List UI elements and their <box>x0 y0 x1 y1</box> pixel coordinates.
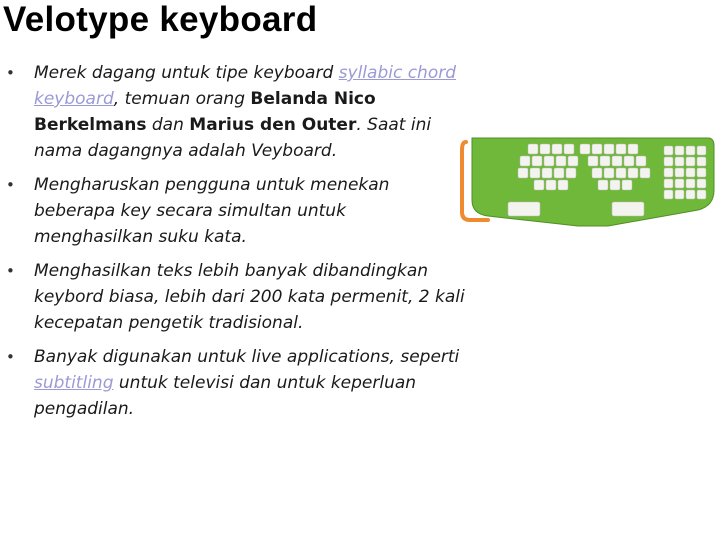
bullet-text: Merek dagang untuk tipe keyboard <box>34 63 339 83</box>
keyboard-key <box>616 144 626 154</box>
keypad-key <box>697 179 706 188</box>
keyboard-key <box>530 168 540 178</box>
keyboard-key <box>552 144 562 154</box>
keyboard-key <box>610 180 620 190</box>
keypad-key <box>675 157 684 166</box>
keypad-key <box>664 190 673 199</box>
keyboard-key <box>568 156 578 166</box>
keyboard-key <box>540 144 550 154</box>
keypad-key <box>675 190 684 199</box>
bullet-marker: • <box>6 262 15 280</box>
keyboard-key <box>640 168 650 178</box>
keypad-key <box>686 146 695 155</box>
bullet-text: untuk televisi dan untuk keperluan pengadilan. <box>34 373 417 419</box>
keyboard-key <box>636 156 646 166</box>
keypad-key <box>664 146 673 155</box>
keyboard-key <box>564 144 574 154</box>
bullet-list <box>0 60 470 430</box>
keyboard-key <box>628 144 638 154</box>
bullet-text: Mengharuskan pengguna untuk menekan beberapa key secara simultan untuk menghasilkan suku kata. <box>34 175 390 247</box>
bullet-text: dan <box>146 115 190 135</box>
keypad-key <box>686 179 695 188</box>
keyboard-key <box>544 156 554 166</box>
keypad-key <box>697 146 706 155</box>
keypad-key <box>664 168 673 177</box>
keyboard-key <box>546 180 556 190</box>
keyboard-key <box>588 156 598 166</box>
bold-name: Belanda Nico Berkelmans <box>34 89 376 135</box>
bullet-item <box>0 258 470 336</box>
keyboard-key <box>520 156 530 166</box>
bullet-text: Menghasilkan teks lebih banyak dibandingkan keybord biasa, lebih dari 200 kata permenit, 2 kali kecepatan pengetik tradisional. <box>34 261 465 333</box>
velotype-keyboard-image <box>458 120 716 230</box>
bullet-item <box>0 60 470 164</box>
keyboard-key <box>628 168 638 178</box>
keypad-key <box>686 190 695 199</box>
keyboard-key <box>624 156 634 166</box>
keyboard-key <box>604 168 614 178</box>
keyboard-key <box>558 180 568 190</box>
hyperlink[interactable]: subtitling <box>34 373 114 393</box>
keyboard-key <box>542 168 552 178</box>
bold-name: Marius den Outer <box>189 115 357 135</box>
keypad-key <box>675 168 684 177</box>
slide-title: Velotype keyboard <box>3 0 318 39</box>
keyboard-key <box>532 156 542 166</box>
keyboard-key <box>600 156 610 166</box>
keyboard-key <box>554 168 564 178</box>
keypad-key <box>686 157 695 166</box>
keypad-key <box>697 190 706 199</box>
keypad-key <box>664 157 673 166</box>
keypad-key <box>697 157 706 166</box>
keyboard-key <box>622 180 632 190</box>
keyboard-key <box>616 168 626 178</box>
keyboard-key <box>598 180 608 190</box>
keypad-key <box>675 146 684 155</box>
keypad-key <box>697 168 706 177</box>
keyboard-key <box>518 168 528 178</box>
keyboard-key <box>604 144 614 154</box>
keyboard-key <box>528 144 538 154</box>
keyboard-key <box>612 156 622 166</box>
bullet-marker: • <box>6 348 15 366</box>
keypad-key <box>675 179 684 188</box>
keyboard-key <box>592 144 602 154</box>
bullet-item <box>0 344 470 422</box>
keypad-key <box>686 168 695 177</box>
hyperlink[interactable]: syllabic chord keyboard <box>34 63 457 109</box>
bullet-text: , temuan orang <box>113 89 251 109</box>
keyboard-key <box>556 156 566 166</box>
keyboard-key <box>534 180 544 190</box>
keyboard-key <box>580 144 590 154</box>
keyboard-key <box>566 168 576 178</box>
bullet-text: . Saat ini nama dagangnya adalah Veyboard. <box>34 115 432 161</box>
bullet-text: Banyak digunakan untuk live applications, seperti <box>34 347 460 367</box>
bullet-marker: • <box>6 176 15 194</box>
keypad-key <box>664 179 673 188</box>
bullet-item <box>0 172 470 250</box>
bullet-marker: • <box>6 64 15 82</box>
keyboard-key <box>592 168 602 178</box>
